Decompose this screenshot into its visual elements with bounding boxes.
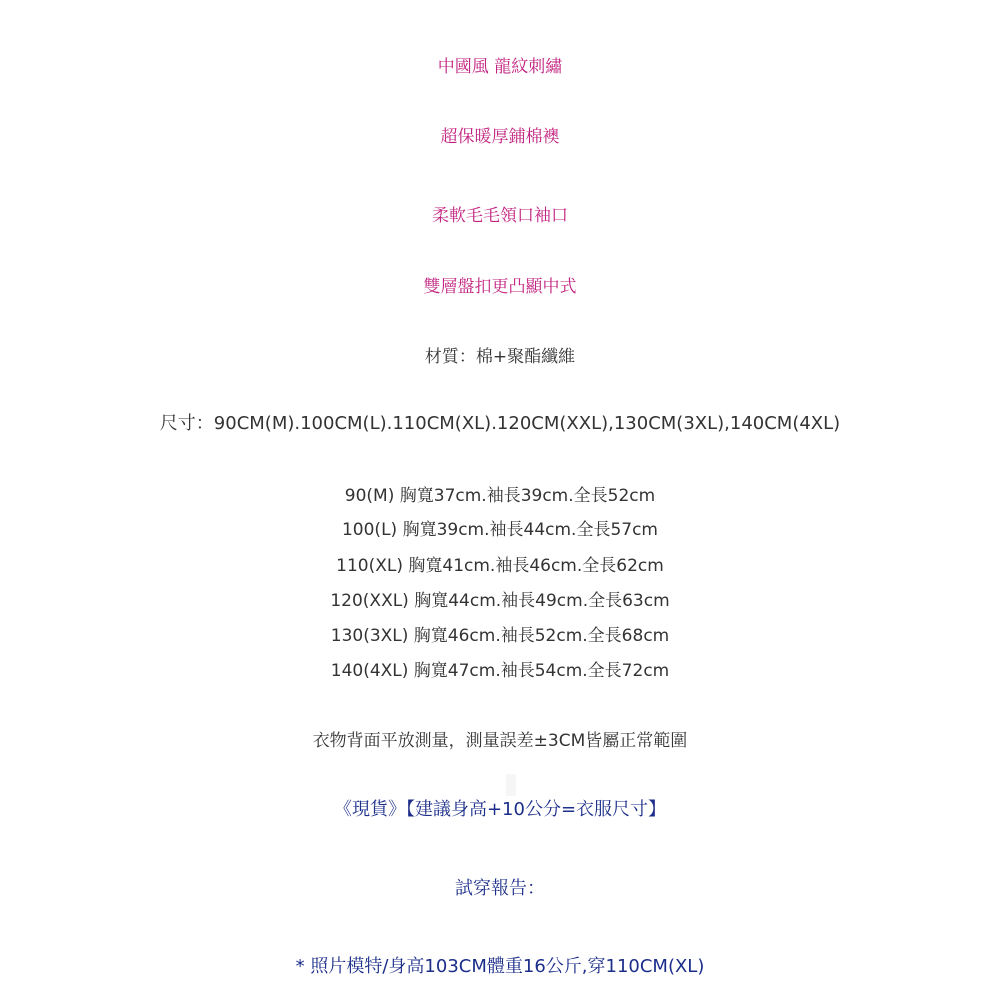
measurement-row: 130(3XL) 胸寬46cm.袖長52cm.全長68cm — [330, 626, 670, 646]
fitting-detail: * 照片模特/身高103CM體重16公斤,穿110CM(XL) — [295, 956, 705, 977]
material-text: 材質：棉+聚酯纖維 — [424, 347, 576, 367]
stock-note: 《現貨》【建議身高+10公分=衣服尺寸】 — [333, 799, 667, 820]
feature-warm-padding: 超保暖厚鋪棉襖 — [440, 127, 560, 147]
measurement-row: 110(XL) 胸寬41cm.袖長46cm.全長62cm — [336, 556, 664, 576]
measurement-row: 100(L) 胸寬39cm.袖長44cm.全長57cm — [341, 520, 658, 540]
measurement-row: 120(XXL) 胸寬44cm.袖長49cm.全長63cm — [330, 591, 670, 611]
measure-note: 衣物背面平放測量，測量誤差±3CM皆屬正常範圍 — [312, 731, 688, 751]
feature-double-buttons: 雙層盤扣更凸顯中式 — [423, 277, 577, 297]
measurement-row: 90(M) 胸寬37cm.袖長39cm.全長52cm — [344, 486, 656, 506]
faint-mark — [506, 774, 516, 796]
measurement-row: 140(4XL) 胸寬47cm.袖長54cm.全長72cm — [330, 661, 670, 681]
sizes-text: 尺寸：90CM(M).100CM(L).110CM(XL).120CM(XXL),130CM(3XL),140CM(4XL) — [159, 413, 841, 434]
feature-embroidery: 中國風 龍紋刺繡 — [437, 57, 563, 77]
fitting-title: 試穿報告： — [455, 878, 545, 899]
feature-fur-collar: 柔軟毛毛領口袖口 — [432, 206, 568, 226]
